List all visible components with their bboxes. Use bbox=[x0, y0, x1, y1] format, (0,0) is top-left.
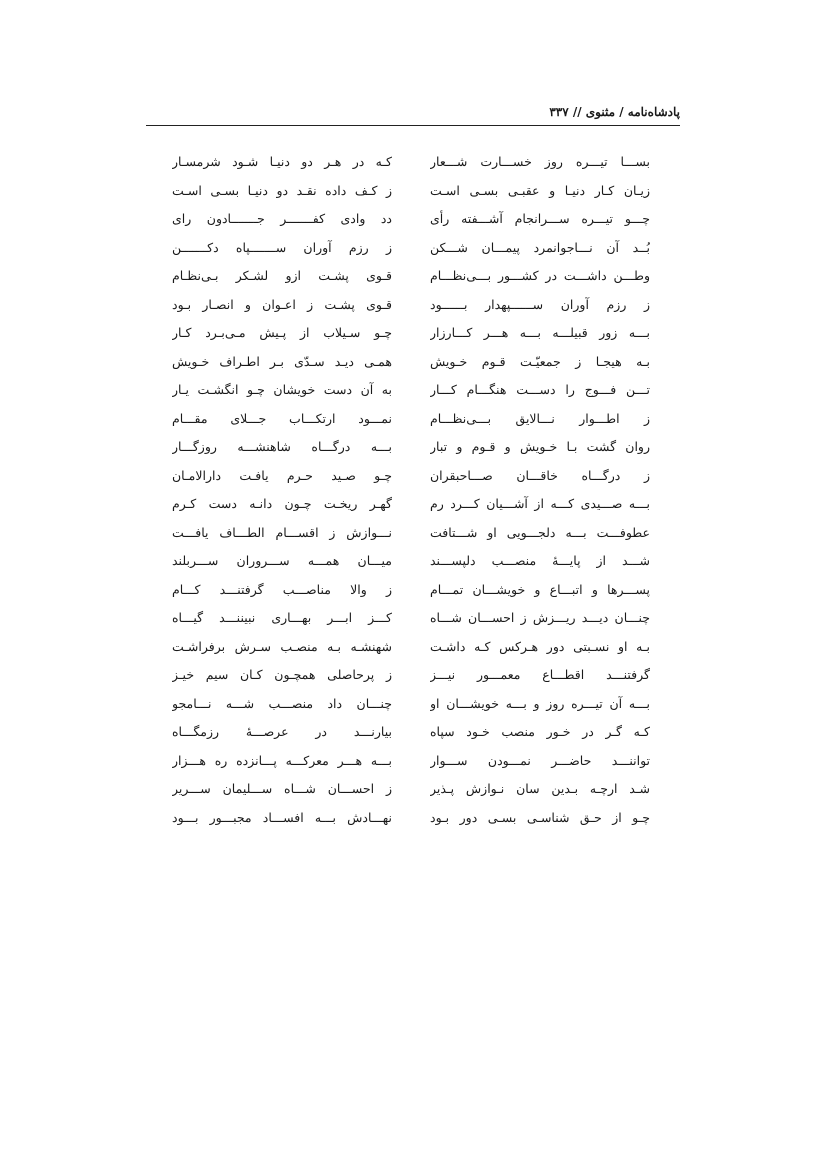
verse-line: پســـرها و اتبـــاع و خویشـــان تمـــام bbox=[430, 581, 650, 597]
verse-line: همـی دیـد سـدّی بـر اطـراف خـویش bbox=[172, 353, 392, 369]
verse-line: کـه گـر در خـور منصب خـود سپاه bbox=[430, 724, 650, 739]
verse-line: ز احســـان شـــاه ســـلیمان ســـریر bbox=[172, 781, 392, 796]
verse-line: ز پرحاصلی همچـون کـان سیم خیـز bbox=[172, 667, 392, 682]
verse-line: تواننـــد حاضـــر نمـــودن ســـوار bbox=[430, 752, 650, 768]
verse-line: ز درگـــاه خاقـــان صـــاحبقران bbox=[430, 467, 650, 483]
verse-line: نـــوازش ز اقســـام الطـــاف یافـــت bbox=[172, 524, 392, 540]
verse-line: میـــان همـــه ســـروران ســـربلند bbox=[172, 553, 392, 568]
poem-right-column bbox=[430, 148, 650, 832]
verse-line: شهنشـه بـه منصـب سـرش برفراشـت bbox=[172, 638, 392, 654]
verse-line: بـــه درگـــاه شاهنشـــه روزگـــار bbox=[172, 439, 392, 454]
verse-line: چنـــان دیـــد ریـــزش ز احســـان شـــاه bbox=[430, 610, 650, 625]
verse-line: بـــه هـــر معرکـــه پـــانزده ره هـــزار bbox=[172, 752, 392, 768]
verse-line: بیارنـــد در عرصـــهٔ رزمگـــاه bbox=[172, 724, 392, 739]
verse-line: وطـــن داشـــت در کشـــور بـــی‌نظـــام bbox=[430, 268, 650, 283]
verse-line: قـوی پشـت ز اعـوان و انصـار بـود bbox=[172, 296, 392, 312]
header-title: پادشاه‌نامه / مثنوی // ۳۳۷ bbox=[549, 105, 680, 119]
verse-line: چـو از حـق شناسـی بسـی دور بـود bbox=[430, 809, 650, 825]
verse-line: شـــد از پایـــهٔ منصـــب دلپســـند bbox=[430, 553, 650, 568]
verse-line: قـوی پشـت ازو لشـکر بـی‌نظـام bbox=[172, 268, 392, 283]
verse-line: دد وادی کفـــــــر جـــــــادون رای bbox=[172, 211, 392, 226]
verse-line: بســـا تیـــره روز خســـارت شـــعار bbox=[430, 154, 650, 169]
verse-line: بـــه زور قبیلـــه بـــه هـــر کـــارزار bbox=[430, 325, 650, 340]
verse-line: زیـان کـار دنیـا و عقبـی بسـی اسـت bbox=[430, 182, 650, 198]
verse-line: کـه در هـر دو دنیـا شـود شرمسـار bbox=[172, 154, 392, 169]
verse-line: گرفتنـــد اقطـــاع معمـــور نیـــز bbox=[430, 667, 650, 682]
verse-line: چـو سـیلاب از پـیش مـی‌بـرد کـار bbox=[172, 325, 392, 340]
verse-line: بـــه صـــیدی کـــه از آشـــیان کـــرد رم bbox=[430, 496, 650, 511]
verse-line: چـــو تیـــره ســـرانجام آشـــفته رأی bbox=[430, 211, 650, 226]
verse-line: نمـــود ارتکـــاب جـــلای مقـــام bbox=[172, 410, 392, 426]
verse-line: شـد ارچـه بـدین سان نـوازش پـذیر bbox=[430, 781, 650, 796]
verse-line: به آن دست خویشان چـو انگشـت یـار bbox=[172, 382, 392, 397]
verse-line: ز والا مناصـــب گرفتنـــد کـــام bbox=[172, 581, 392, 597]
verse-line: نهـــادش بـــه افســـاد مجبـــور بـــود bbox=[172, 809, 392, 825]
verse-line: ز کـف داده نقـد دو دنیـا بسـی اسـت bbox=[172, 182, 392, 198]
verse-line: روان گشت بـا خـویش و قـوم و تبار bbox=[430, 439, 650, 454]
running-header bbox=[146, 103, 680, 126]
verse-line: کـــز ابـــر بهـــاری نبیننـــد گیـــاه bbox=[172, 610, 392, 625]
verse-line: بـه او نسـبتی دور هـرکس کـه داشـت bbox=[430, 638, 650, 654]
verse-line: ز اطـــوار نـــالایق بـــی‌نظـــام bbox=[430, 410, 650, 426]
verse-line: چنـــان داد منصـــب شـــه نـــامجو bbox=[172, 695, 392, 711]
verse-line: چـو صـید حـرم یافـت دارالامـان bbox=[172, 467, 392, 483]
verse-line: ز رزم آوران ســــــپهدار بــــــود bbox=[430, 296, 650, 312]
verse-line: عطوفـــت بـــه دلجـــویی او شـــتافت bbox=[430, 524, 650, 540]
verse-line: بُــد آن نـــاجوانمرد پیمـــان شـــکن bbox=[430, 239, 650, 255]
verse-line: تـــن فـــوج را دســـت هنگـــام کـــار bbox=[430, 382, 650, 397]
verse-line: بـه هیجـا ز جمعیّـت قـوم خـویش bbox=[430, 353, 650, 369]
poem-left-column bbox=[172, 148, 392, 832]
verse-line: گهـر ریخـت چـون دانـه دست کـرم bbox=[172, 496, 392, 511]
verse-line: ز رزم آوران ســـــــپاه دکـــــــن bbox=[172, 239, 392, 255]
verse-line: بـــه آن تیـــره روز و بـــه خویشـــان او bbox=[430, 695, 650, 711]
